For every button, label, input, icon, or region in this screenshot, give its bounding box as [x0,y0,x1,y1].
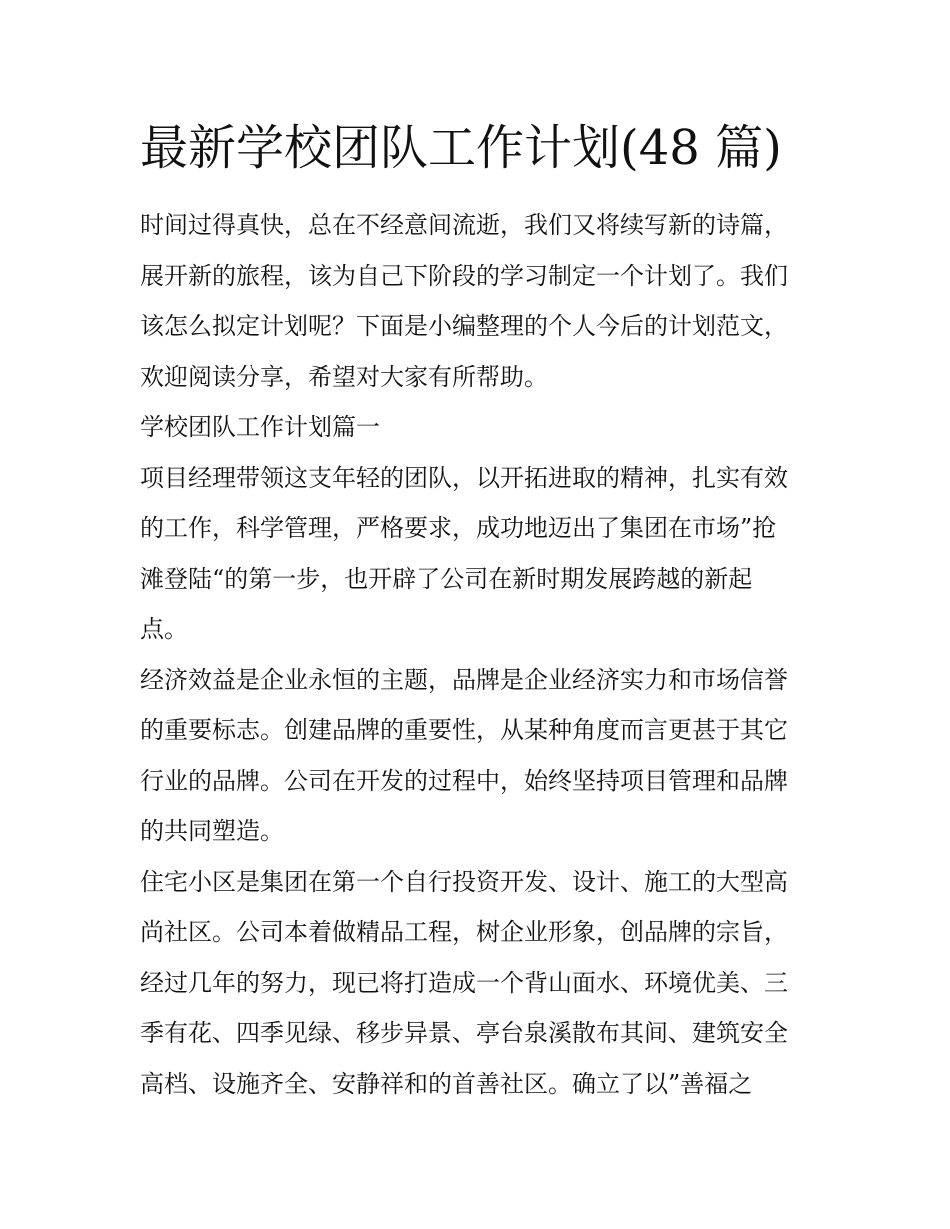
paragraph-line: 滩登陆“的第一步，也开辟了公司在新时期发展跨越的新起 [140,564,753,593]
paragraph-line: 项目经理带领这支年轻的团队，以开拓进取的精神，扎实有效 [140,463,788,492]
body-paragraph-1 [140,453,820,655]
document-title: 最新学校团队工作计划(48 篇) [140,120,782,176]
intro-line: 时间过得真快，总在不经意间流逝，我们又将续写新的诗篇， [140,211,788,239]
intro-line: 该怎么拟定计划呢？下面是小编整理的个人今后的计划范文， [140,312,788,340]
paragraph-line: 尚社区。公司本着做精品工程，树企业形象，创品牌的宗旨， [140,918,788,946]
document-page [140,112,820,1109]
intro-line: 欢迎阅读分享，希望对大家有所帮助。 [140,362,548,391]
paragraph-line: 行业的品牌。公司在开发的过程中，始终坚持项目管理和品牌 [140,766,788,795]
paragraph-line: 的工作，科学管理，严格要求，成功地迈出了集团在市场”抢 [140,514,777,542]
paragraph-line: 点。 [140,615,188,643]
paragraph-line: 的共同塑造。 [140,817,284,845]
body-paragraph-2 [140,655,820,857]
body-paragraph-3 [140,857,820,1110]
paragraph-line: 的重要标志。创建品牌的重要性，从某种角度而言更甚于其它 [140,716,788,744]
intro-paragraph [140,200,820,402]
paragraph-line: 高档、设施齐全、安静祥和的首善社区。确立了以”善福之 [140,1069,753,1098]
paragraph-line: 住宅小区是集团在第一个自行投资开发、设计、施工的大型高 [140,867,788,896]
section-heading: 学校团队工作计划篇一 [140,413,380,441]
paragraph-line: 经济效益是企业永恒的主题，品牌是企业经济实力和市场信誉 [140,665,788,694]
paragraph-line: 经过几年的努力，现已将打造成一个背山面水、环境优美、三 [140,968,788,997]
paragraph-line: 季有花、四季见绿、移步异景、亭台泉溪散布其间、建筑安全 [140,1019,788,1047]
intro-line: 展开新的旅程，该为自己下阶段的学习制定一个计划了。我们 [140,261,788,290]
